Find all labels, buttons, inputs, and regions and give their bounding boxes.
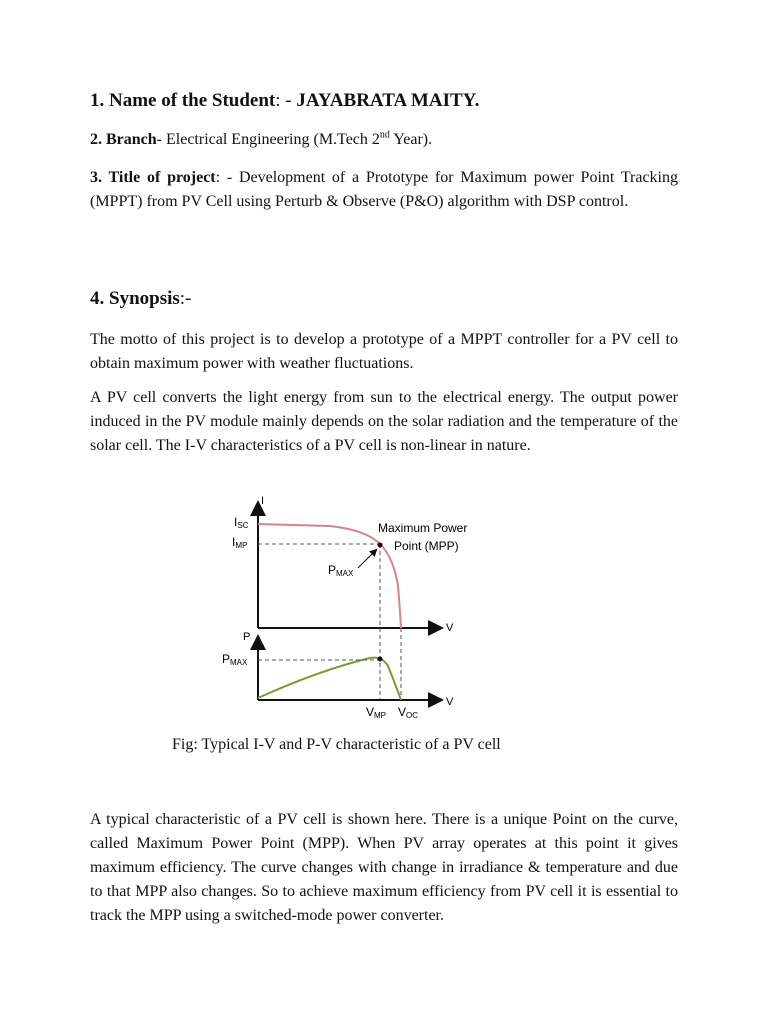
imp-label-sub: MP bbox=[235, 541, 248, 550]
synopsis-heading-suffix: :- bbox=[179, 288, 192, 309]
isc-label-sub: SC bbox=[237, 521, 249, 530]
branch-value-sup: nd bbox=[379, 129, 390, 141]
branch-line bbox=[90, 128, 432, 152]
synopsis-paragraph-2: A PV cell converts the light energy from sun to the electrical energy. The output power induced in the PV module mainly depends on the solar radiation and the temperature of the solar cell. The I-V characteristics of a PV cell is non-linear in nature. bbox=[90, 389, 678, 454]
mpp-point bbox=[378, 543, 383, 548]
project-title-paragraph bbox=[90, 166, 678, 214]
iv-pv-characteristic-figure bbox=[210, 490, 480, 730]
vmp-label bbox=[366, 705, 386, 720]
pmax2-label-sub: MAX bbox=[230, 658, 248, 667]
imp-label-main: I bbox=[232, 535, 236, 549]
pmax-point bbox=[378, 657, 383, 662]
student-name-separator: : - bbox=[275, 90, 297, 111]
i-axis-label: I bbox=[261, 495, 265, 507]
branch-value-suffix: Year). bbox=[389, 131, 433, 148]
vmp-label-main: V bbox=[366, 705, 375, 719]
pmax-label-sub: MAX bbox=[336, 569, 354, 578]
pmax-label-main: P bbox=[328, 563, 337, 577]
imp-label bbox=[232, 535, 247, 550]
pmax2-label bbox=[222, 652, 248, 667]
figure-caption: Fig: Typical I-V and P-V characteristic of a PV cell bbox=[172, 736, 501, 753]
branch-label: 2. Branch bbox=[90, 131, 157, 148]
isc-label-main: I bbox=[234, 515, 238, 529]
pmax-label bbox=[328, 563, 354, 578]
voc-label-main: V bbox=[398, 705, 407, 719]
pmax2-label-main: P bbox=[222, 652, 231, 666]
project-title-value: : - Development of a Prototype for Maximum power Point Tracking (MPPT) from PV Cell using Perturb & Observe (P&O) algorithm with DSP control. bbox=[90, 169, 679, 210]
v-axis-label: V bbox=[446, 622, 454, 634]
synopsis-paragraph-1: The motto of this project is to develop a prototype of a MPPT controller for a PV cell to obtain maximum power with weather fluctuations. bbox=[90, 331, 678, 372]
vmp-label-sub: MP bbox=[374, 711, 387, 720]
student-name-line bbox=[90, 90, 479, 112]
synopsis-paragraph-3: A typical characteristic of a PV cell is shown here. There is a unique Point on the curve, called Maximum Power Point (MPP). When PV array operates at this point it gives maximum efficiency. The curve changes with change in irradiance & temperature and due to that MPP also changes. So to achieve maximum efficiency from PV cell it is essential to track the MPP using a switched-mode power converter. bbox=[90, 811, 678, 924]
synopsis-heading-label: 4. Synopsis bbox=[90, 288, 180, 309]
voc-label-sub: OC bbox=[406, 711, 419, 720]
student-name-value: JAYABRATA MAITY. bbox=[296, 90, 480, 111]
pmax-arrow bbox=[358, 550, 376, 568]
branch-value-prefix: - Electrical Engineering (M.Tech 2 bbox=[156, 131, 380, 148]
p-axis-label: P bbox=[243, 631, 251, 643]
v-axis2-label: V bbox=[446, 696, 454, 708]
project-title-label: 3. Title of project bbox=[90, 169, 216, 186]
isc-label bbox=[234, 515, 249, 530]
voc-label bbox=[398, 705, 418, 720]
mpp-label-line1: Maximum Power bbox=[378, 521, 468, 535]
synopsis-heading bbox=[90, 288, 191, 310]
student-name-label: 1. Name of the Student bbox=[90, 90, 276, 111]
mpp-label-line2: Point (MPP) bbox=[394, 539, 459, 553]
